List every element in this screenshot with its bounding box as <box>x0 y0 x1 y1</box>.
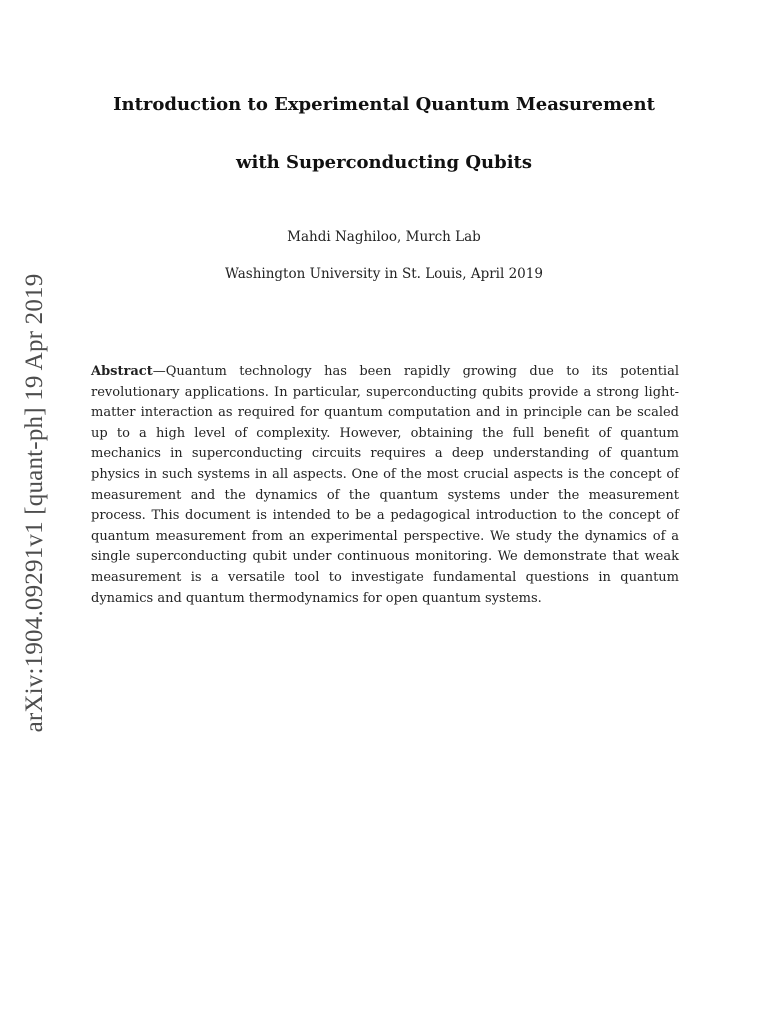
author-names: Mahdi Naghiloo, Murch Lab <box>287 229 481 245</box>
author-affiliation: Washington University in St. Louis, April 2019 <box>225 266 543 282</box>
arxiv-identifier-stamp: arXiv:1904.09291v1 [quant-ph] 19 Apr 2019 <box>21 273 48 733</box>
abstract-paragraph <box>91 362 679 609</box>
abstract-label: Abstract <box>91 364 153 379</box>
paper-title-line-2: with Superconducting Qubits <box>235 152 533 173</box>
abstract-separator: — <box>152 364 166 379</box>
paper-title-line-1: Introduction to Experimental Quantum Measurement <box>113 94 655 115</box>
abstract-text: Quantum technology has been rapidly growing due to its potential revolutionary applications. In particular, superconducting qubits provide a strong light-matter interaction as required for quantum computation and in principle can be scaled up to a high level of complexity. However, obtaining the full benefit of quantum mechanics in superconducting circuits requires a deep understanding of quantum physics in such systems in all aspects. One of the most crucial aspects is the concept of measurement and the dynamics of the quantum systems under the measurement process. This document is intended to be a pedagogical introduction to the concept of quantum measurement from an experimental perspective. We study the dynamics of a single superconducting qubit under continuous monitoring. We demonstrate that weak measurement is a versatile tool to investigate fundamental questions in quantum dynamics and quantum thermodynamics for open quantum systems. <box>91 364 679 606</box>
